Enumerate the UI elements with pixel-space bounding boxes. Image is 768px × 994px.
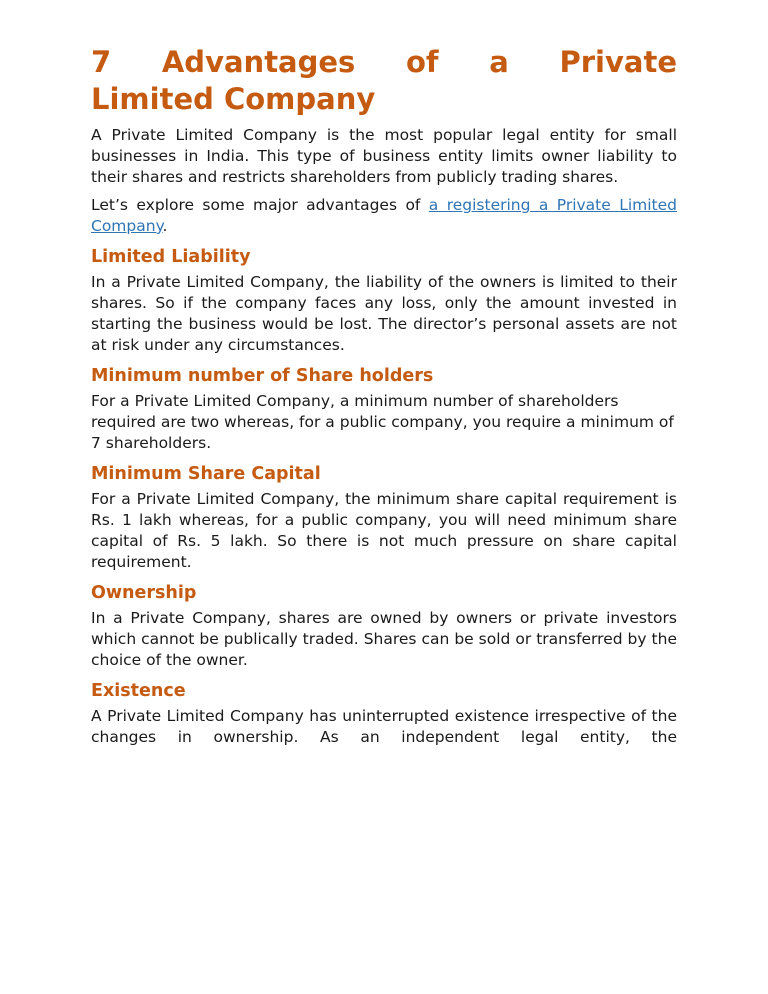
section-heading-minimum-share-capital: Minimum Share Capital bbox=[91, 464, 321, 484]
title-line-1: 7 Advantages of a Private bbox=[91, 45, 677, 79]
explore-text: Let’s explore some major advantages of bbox=[91, 196, 429, 214]
registration-link[interactable]: a registering a Private Limited Company bbox=[91, 196, 677, 235]
section-heading-existence: Existence bbox=[91, 681, 186, 701]
title-line-2: Limited Company bbox=[91, 82, 376, 116]
intro-paragraph: A Private Limited Company is the most popular legal entity for small businesses in India. This type of business entity limits owner liability to their shares and restricts shareholders from publicly trading shares. bbox=[91, 126, 677, 186]
section-body-minimum-share-capital: For a Private Limited Company, the minimum share capital requirement is Rs. 1 lakh whereas, for a public company, you will need minimum share capital of Rs. 5 lakh. So there is not much pressure on share capital requirement. bbox=[91, 490, 677, 571]
explore-paragraph bbox=[91, 195, 677, 237]
section-body-minimum-shareholders: For a Private Limited Company, a minimum number of shareholders required are two whereas, for a public company, you require a minimum of 7 shareholders. bbox=[91, 392, 674, 452]
section-body-existence: A Private Limited Company has uninterrupted existence irrespective of the changes in ownership. As an independent legal entity, the bbox=[91, 707, 677, 746]
explore-period: . bbox=[162, 217, 168, 235]
section-heading-minimum-shareholders: Minimum number of Share holders bbox=[91, 366, 434, 386]
section-body-limited-liability: In a Private Limited Company, the liability of the owners is limited to their shares. So if the company faces any loss, only the amount invested in starting the business would be lost. The director’s personal assets are not at risk under any circumstances. bbox=[91, 273, 677, 354]
section-heading-limited-liability: Limited Liability bbox=[91, 247, 251, 267]
section-body-ownership: In a Private Company, shares are owned by owners or private investors which cannot be publically traded. Shares can be sold or transferred by the choice of the owner. bbox=[91, 609, 677, 669]
section-heading-ownership: Ownership bbox=[91, 583, 197, 603]
document-title bbox=[91, 44, 677, 118]
